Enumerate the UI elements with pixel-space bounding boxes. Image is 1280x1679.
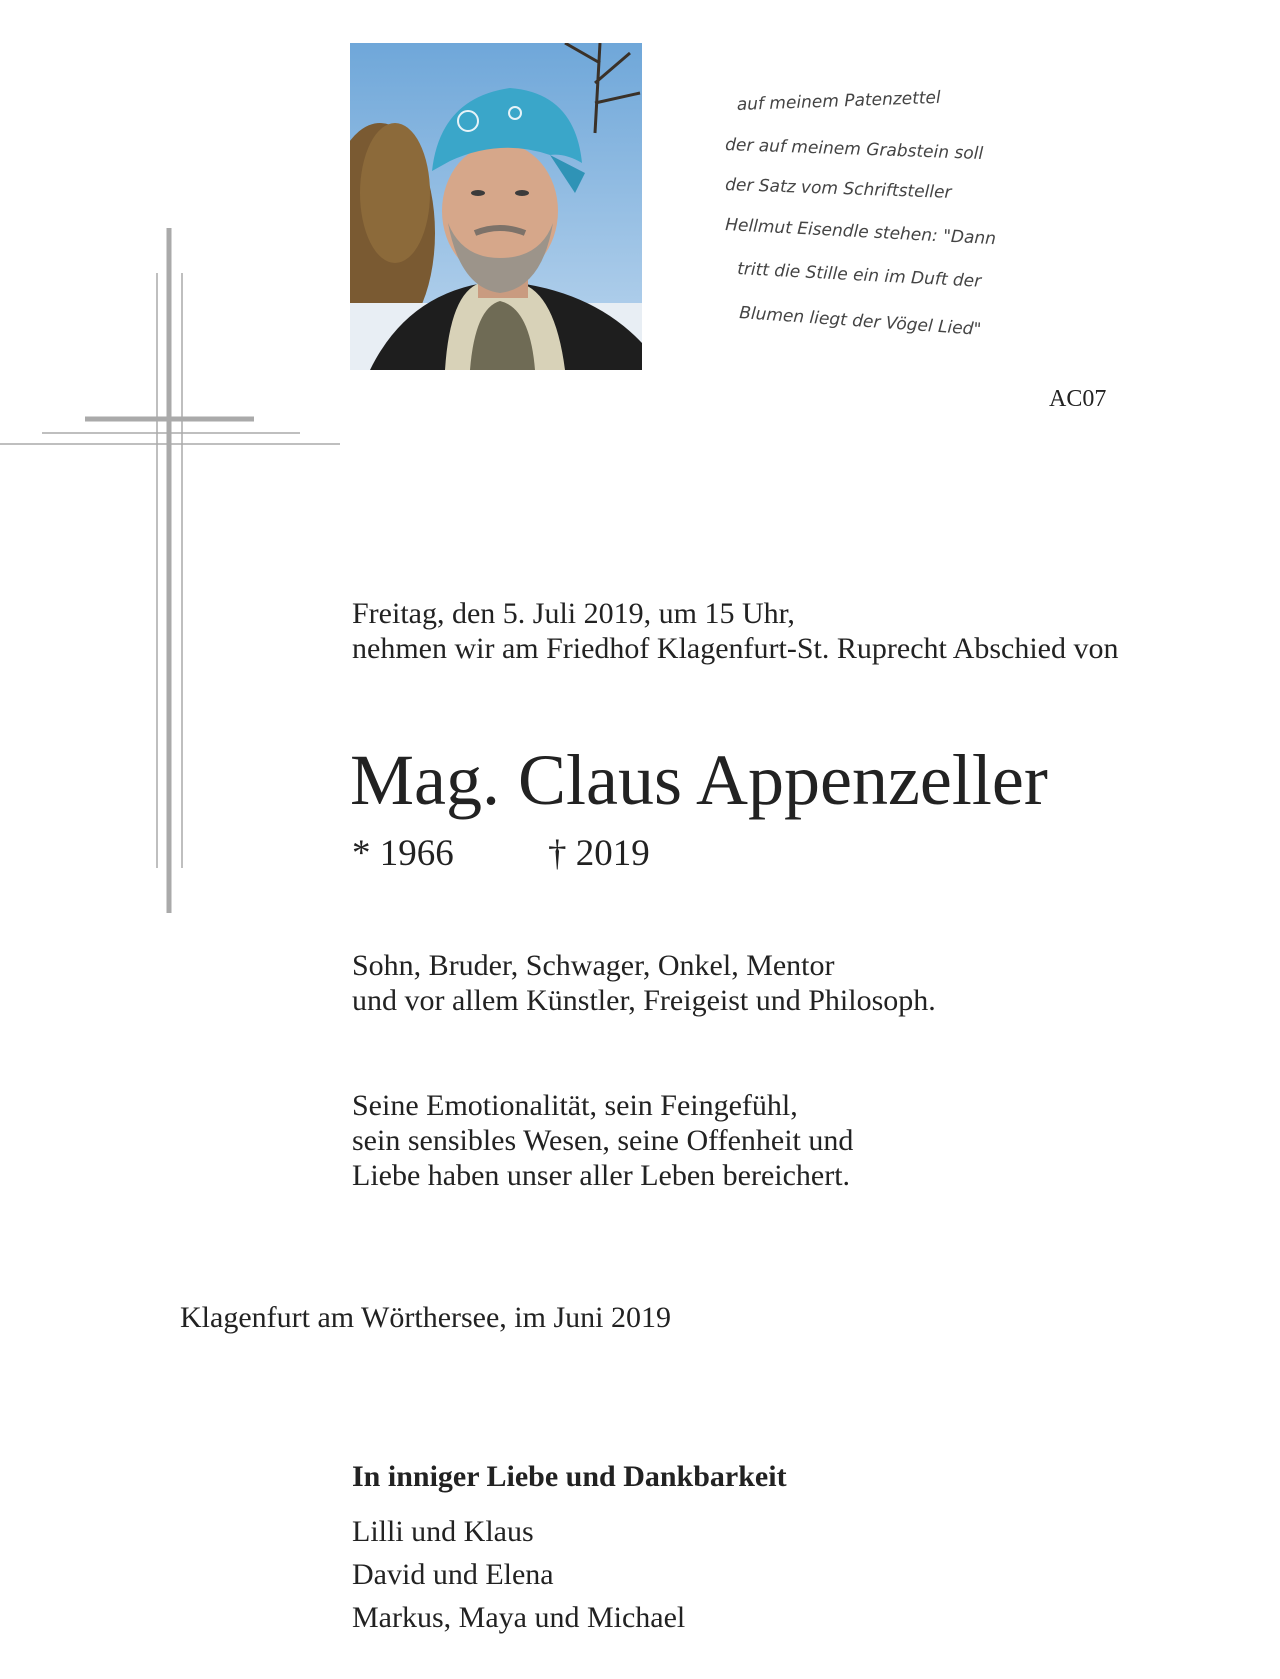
roles-line: und vor allem Künstler, Freigeist und Philosoph. [352,984,936,1017]
note-line: der auf meinem Grabstein soll [725,135,984,165]
mourners-list [352,1510,685,1639]
tribute-line: Seine Emotionalität, sein Feingefühl, [352,1089,798,1122]
tribute-line: sein sensibles Wesen, seine Offenheit und [352,1124,854,1157]
note-line: Hellmut Eisendle stehen: "Dann [725,215,997,250]
handwritten-note [725,88,1145,358]
announcement-line: nehmen wir am Friedhof Klagenfurt-St. Ruprecht Abschied von [352,632,1119,665]
tribute-line: Liebe haben unser aller Leben bereichert. [352,1159,851,1192]
deceased-name: Mag. Claus Appenzeller [350,740,1048,820]
roles [352,948,936,1018]
note-code: AC07 [1049,386,1107,412]
birth-year: * 1966 [352,833,454,874]
portrait-photo [350,43,642,370]
announcement-line: Freitag, den 5. Juli 2019, um 15 Uhr, [352,597,795,630]
note-line: der Satz vom Schriftsteller [725,175,952,203]
note-line: tritt die Stille ein im Duft der [736,259,982,292]
place-date: Klagenfurt am Wörthersee, im Juni 2019 [180,1301,671,1334]
mourner: Lilli und Klaus [352,1515,534,1548]
cross-symbol [0,228,345,913]
note-line: Blumen liegt der Vögel Lied" [738,303,982,340]
mourner: Markus, Maya und Michael [352,1601,686,1634]
closing-phrase: In inniger Liebe und Dankbarkeit [352,1460,787,1493]
death-year: † 2019 [548,833,650,874]
announcement [352,596,1119,666]
mourner: David und Elena [352,1558,554,1591]
roles-line: Sohn, Bruder, Schwager, Onkel, Mentor [352,949,835,982]
note-line: auf meinem Patenzettel [736,88,942,115]
life-dates [352,832,650,876]
tribute [352,1088,853,1193]
